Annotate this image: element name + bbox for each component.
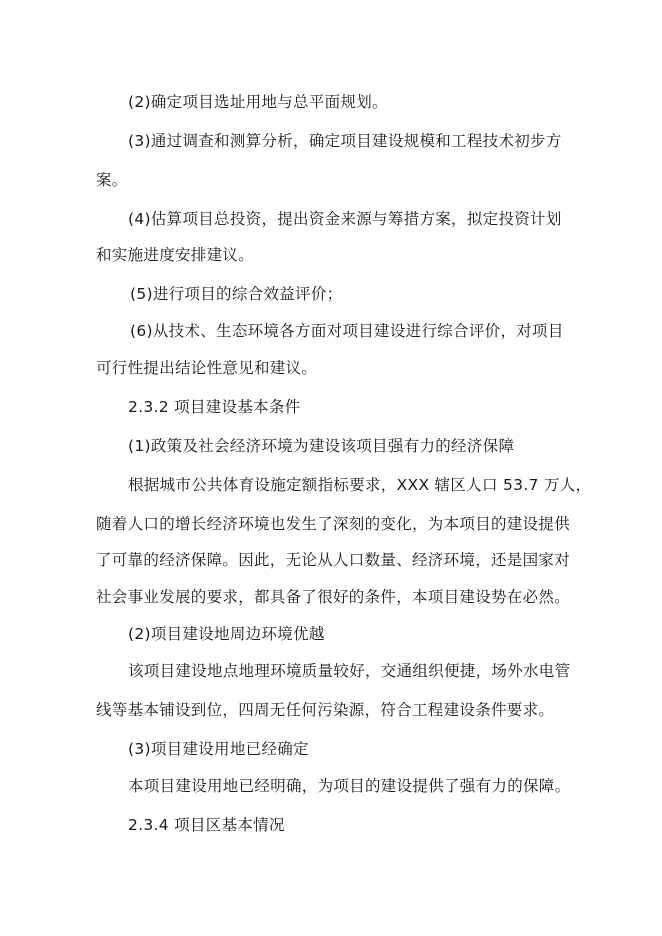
paragraph-line: (5)进行项目的综合效益评价；: [130, 285, 343, 303]
paragraph-line: 根据城市公共体育设施定额指标要求，XXX 辖区人口 53.7 万人，: [128, 476, 592, 494]
section-heading: 2.3.2 项目建设基本条件: [128, 398, 301, 416]
paragraph-line: 本项目建设用地已经明确，为项目的建设提供了强有力的保障。: [128, 777, 571, 795]
paragraph-line: 可行性提出结论性意见和建议。: [96, 359, 318, 377]
paragraph-line: (6)从技术、生态环境各方面对项目建设进行综合评价，对项目: [130, 322, 564, 340]
paragraph-line: 随着人口的增长经济环境也发生了深刻的变化，为本项目的建设提供: [96, 515, 571, 533]
paragraph-line: (3)项目建设用地已经确定: [128, 740, 309, 758]
paragraph-line: 案。: [96, 171, 128, 189]
paragraph-line: 社会事业发展的要求，都具备了很好的条件，本项目建设势在必然。: [96, 588, 571, 606]
paragraph-line: 和实施进度安排建议。: [96, 246, 255, 264]
paragraph-line: 线等基本铺设到位，四周无任何污染源，符合工程建设条件要求。: [96, 701, 555, 719]
paragraph-line: 该项目建设地点地理环境质量较好，交通组织便捷，场外水电管: [128, 662, 571, 680]
paragraph-line: (2)确定项目选址用地与总平面规划。: [128, 93, 388, 111]
paragraph-line: (1)政策及社会经济环境为建设该项目强有力的经济保障: [128, 437, 515, 455]
paragraph-line: (4)估算项目总投资，提出资金来源与筹措方案，拟定投资计划: [128, 210, 562, 228]
section-heading: 2.3.4 项目区基本情况: [128, 816, 285, 834]
paragraph-line: (2)项目建设地周边环境优越: [128, 625, 325, 643]
paragraph-line: (3)通过调查和测算分析，确定项目建设规模和工程技术初步方: [128, 132, 562, 150]
paragraph-line: 了可靠的经济保障。因此，无论从人口数量、经济环境，还是国家对: [96, 551, 571, 569]
